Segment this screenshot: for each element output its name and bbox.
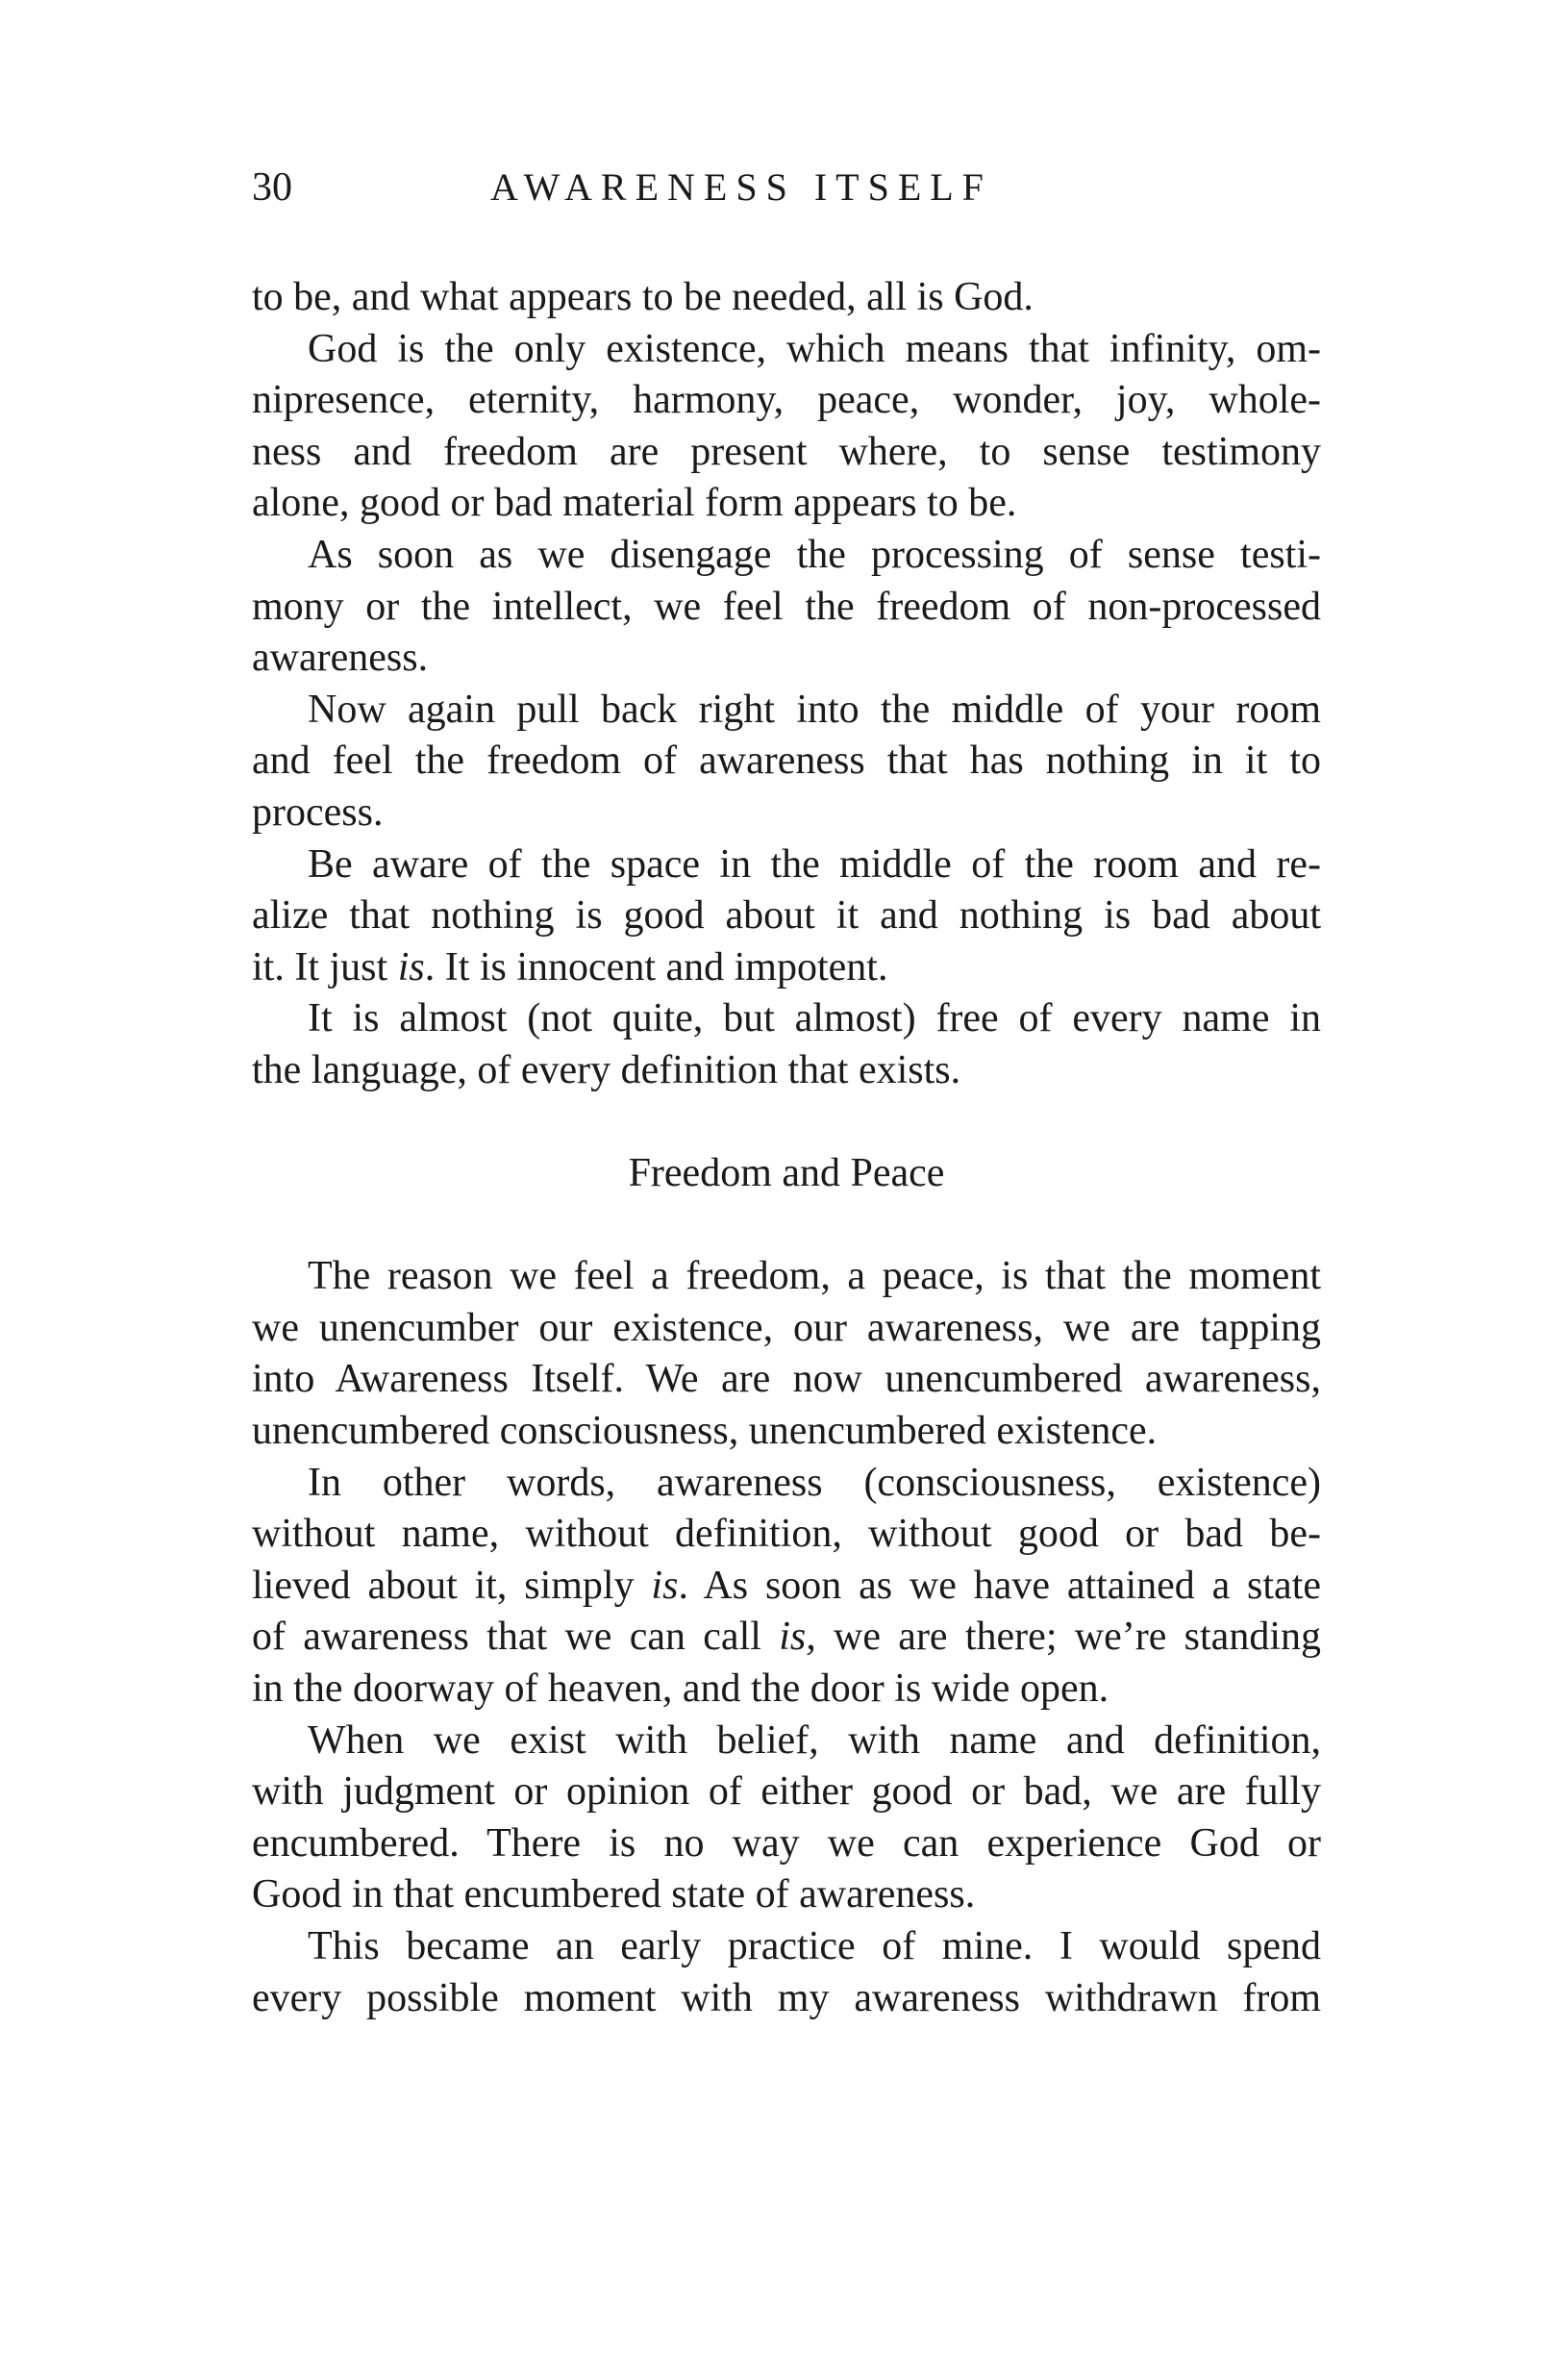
text-line <box>252 1561 1321 1613</box>
running-title: AWARENESS ITSELF <box>490 165 992 209</box>
text-line: The reason we feel a freedom, a peace, is that the moment <box>308 1254 1321 1299</box>
text-line: alize that nothing is good about it and nothing is bad about <box>252 893 1321 939</box>
text-line: As soon as we disengage the processing of sense testi- <box>308 532 1321 577</box>
paragraph <box>252 324 1321 530</box>
text-line: Now again pull back right into the middle of your room <box>308 687 1321 732</box>
paragraph <box>252 1458 1321 1716</box>
text-line: In other words, awareness (consciousness, existence) <box>308 1460 1321 1505</box>
text-span: . As soon as we have attained a state <box>678 1563 1322 1608</box>
text-line: God is the only existence, which means that infinity, om- <box>308 326 1321 371</box>
paragraph <box>252 1716 1321 1921</box>
text-line: to be, and what appears to be needed, all is God. <box>252 275 1034 319</box>
text-span: it. It just <box>252 944 398 990</box>
text-line: without name, without definition, without good or bad be- <box>252 1512 1321 1557</box>
text-line: unencumbered consciousness, unencumbered existence. <box>252 1409 1158 1454</box>
text-line: the language, of every definition that exists. <box>252 1047 961 1092</box>
text-line: process. <box>252 789 384 835</box>
text-line <box>252 1612 1321 1664</box>
text-line: mony or the intellect, we feel the freedom of non-processed <box>252 584 1321 629</box>
paragraph <box>252 685 1321 839</box>
text-line: alone, good or bad material form appears to be. <box>252 481 1017 526</box>
text-line: ness and freedom are present where, to sense testimony <box>252 429 1321 474</box>
text-line: It is almost (not quite, but almost) free of every name in <box>308 996 1321 1041</box>
text-line: we unencumber our existence, our awareness, we are tapping <box>252 1305 1321 1350</box>
text-line: into Awareness Itself. We are now unencumbered awareness, <box>252 1357 1321 1402</box>
text-span: . It is innocent and impotent. <box>424 944 888 990</box>
text-line: This became an early practice of mine. I would spend <box>308 1924 1321 1968</box>
text-line: every possible moment with my awareness withdrawn from <box>252 1975 1321 2020</box>
page-number: 30 <box>252 165 292 210</box>
text-line: and feel the freedom of awareness that has nothing in it to <box>252 739 1321 784</box>
text-line: When we exist with belief, with name and definition, <box>308 1717 1321 1763</box>
text-span: lieved about it, simply <box>252 1563 652 1608</box>
paragraph <box>252 839 1321 994</box>
text-line: nipresence, eternity, harmony, peace, wonder, joy, whole- <box>252 378 1321 423</box>
paragraph <box>252 530 1321 685</box>
section-heading: Freedom and Peace <box>628 1151 945 1196</box>
body-text <box>252 272 1321 2024</box>
paragraph <box>252 1921 1321 2024</box>
text-line: encumbered. There is no way we can experience God or <box>252 1820 1321 1866</box>
text-line: Good in that encumbered state of awareness. <box>252 1872 976 1917</box>
paragraph <box>252 993 1321 1096</box>
text-line: awareness. <box>252 636 429 681</box>
emphasis: is, <box>779 1615 816 1660</box>
emphasis: is <box>397 944 425 990</box>
text-span: we are there; we’re standing <box>815 1615 1321 1660</box>
text-line <box>252 942 1321 994</box>
paragraph <box>252 272 1321 324</box>
running-head <box>252 159 1319 216</box>
text-line: with judgment or opinion of either good or bad, we are fully <box>252 1769 1321 1815</box>
text-span: of awareness that we can call <box>252 1615 780 1660</box>
text-line: Be aware of the space in the middle of the room and re- <box>308 841 1321 887</box>
emphasis: is <box>651 1563 679 1608</box>
paragraph <box>252 1251 1321 1457</box>
text-line: in the doorway of heaven, and the door is wide open. <box>252 1666 1109 1712</box>
